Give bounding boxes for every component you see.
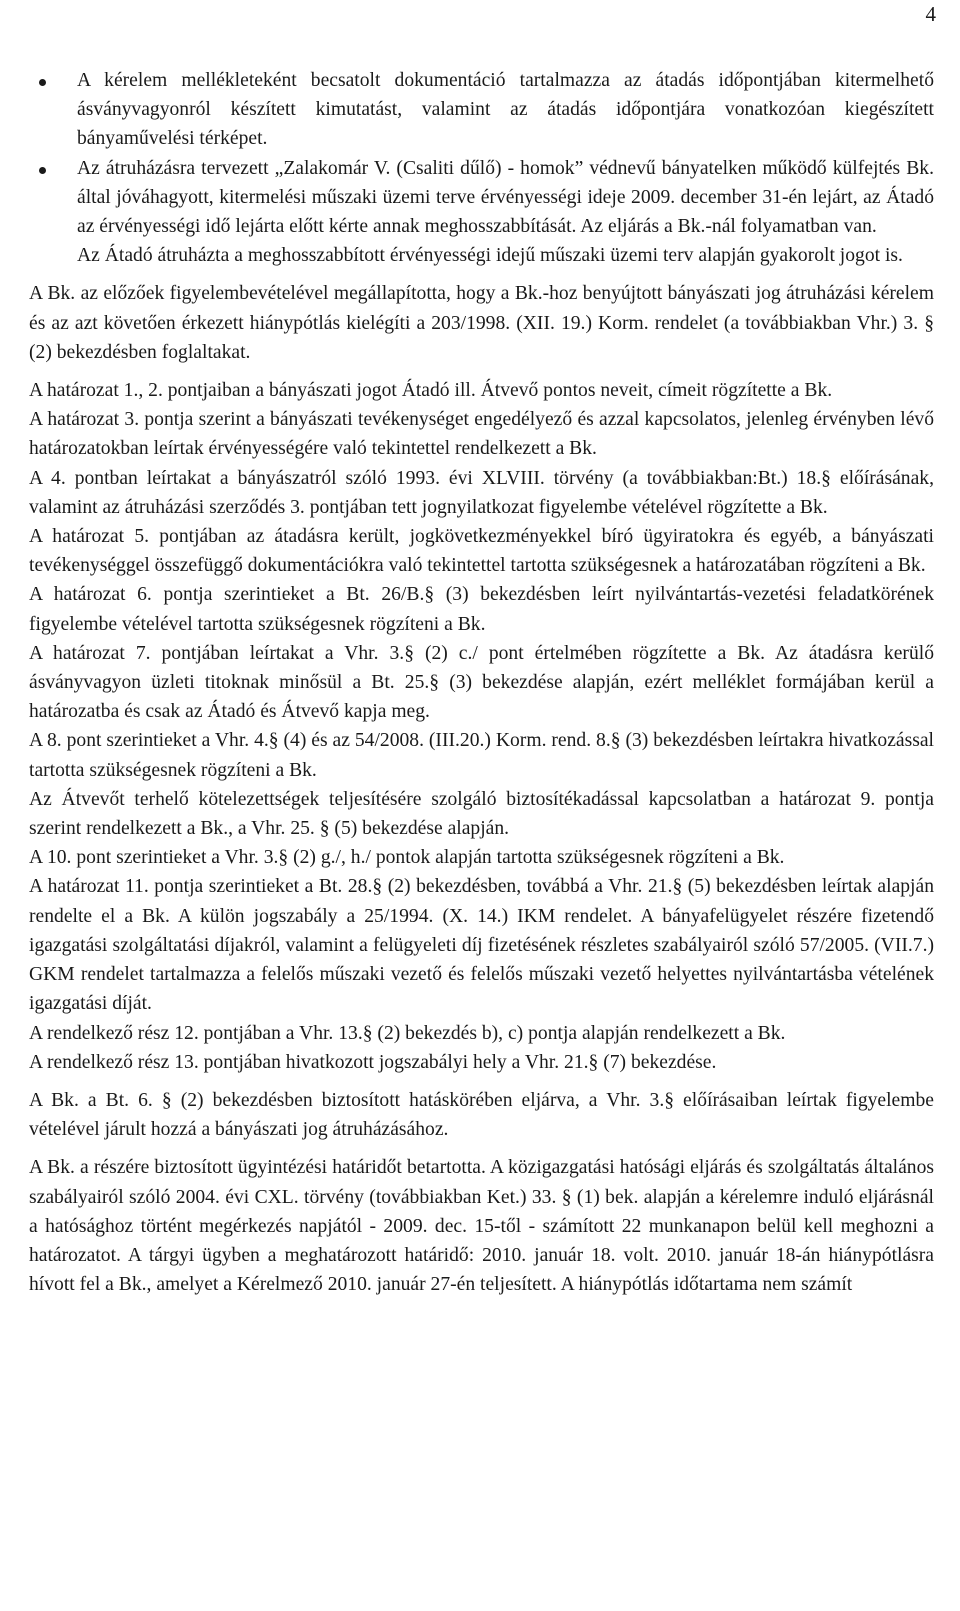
bullet-icon (39, 79, 46, 86)
paragraph-point-13: A rendelkező rész 13. pontjában hivatkozott jogszabályi hely a Vhr. 21.§ (7) bekezdése. (29, 1051, 717, 1073)
bullet-item (29, 154, 934, 242)
paragraph-point-10: A 10. pont szerintieket a Vhr. 3.§ (2) g./, h./ pontok alapján tartotta szükségesnek rögzíteni a Bk. (29, 847, 785, 869)
paragraph-point-12: A rendelkező rész 12. pontjában a Vhr. 13.§ (2) bekezdés b), c) pontja alapján rendelkezett a Bk. (29, 1022, 786, 1044)
paragraph-point-7: A határozat 7. pontjában leírtakat a Vhr. 3.§ (2) c./ pont értelmében rögzítette a Bk. Az átadásra kerülő ásványvagyon üzleti titoknak minősül a Bt. 25.§ (3) bekezdése alapján, ezért melléklet formájában kerül a határozatba és csak az Átadó és Átvevő kapja meg. (29, 642, 934, 723)
bullet-continuation: Az Átadó átruházta a meghosszabbított érvényességi idejű műszaki üzemi terv alapján gyakorolt jogot is. (77, 245, 903, 267)
paragraph-point-5: A határozat 5. pontjában az átadásra került, jogkövetkezményekkel bíró ügyiratokra és egyéb, a bányászati tevékenységgel összefüggő dokumentációkra való tekintettel tartotta szükségesnek a határozatában rögzíteni a Bk. (29, 526, 934, 577)
paragraph-point-4: A 4. pontban leírtakat a bányászatról szóló 1993. évi XLVIII. törvény (a továbbiakban:Bt.) 18.§ előírásának, valamint az átruházási szerződés 3. pontjában tett jognyilatkozat figyelembe vételével rögzítette a Bk. (29, 467, 934, 518)
bullet-text: Az átruházásra tervezett „Zalakomár V. (Csaliti dűlő) - homok” védnevű bányatelken működő külfejtés Bk. által jóváhagyott, kitermelési műszaki üzemi terve érvényességi ideje 2009. december 31-én lejárt, az Átadó az érvényességi idő lejárta előtt kérte annak meghosszabbítását. Az eljárás a Bk.-nál folyamatban van. (77, 157, 934, 238)
paragraph-point-1-2: A határozat 1., 2. pontjaiban a bányászati jogot Átadó ill. Átvevő pontos neveit, címeit rögzítette a Bk. (29, 380, 833, 402)
document-body (29, 66, 934, 1299)
paragraph-authority: A Bk. a Bt. 6. § (2) bekezdésben biztosított hatáskörében eljárva, a Vhr. 3.§ előírásaiban leírtak figyelembe vételével járult hozzá a bányászati jog átruházásához. (29, 1089, 934, 1141)
bullet-icon (39, 167, 46, 174)
paragraph-point-3: A határozat 3. pontja szerint a bányászati tevékenységet engedélyező és azzal kapcsolatos, jelenleg érvényben lévő határozatokban leírtak érvényességére való tekintettel rendelkezett a Bk. (29, 409, 934, 460)
paragraph-deadline: A Bk. a részére biztosított ügyintézési határidőt betartotta. A közigazgatási hatósági eljárás és szolgáltatás általános szabályairól szóló 2004. évi CXL. törvény (továbbiakban Ket.) 33. § (1) bek. alapján a kérelemre induló eljárásnál a hatósághoz történt megérkezés napjától - 2009. dec. 15-től - számított 22 munkanapon belül kell meghozni a határozatot. A tárgyi ügyben a meghatározott határidő: 2010. január 18. volt. 2010. január 18-án hiánypótlásra hívott fel a Bk., amelyet a Kérelmező 2010. január 27-én teljesített. A hiánypótlás időtartama nem számít (29, 1157, 934, 1296)
paragraph-point-9: Az Átvevőt terhelő kötelezettségek teljesítésére szolgáló biztosítékadással kapcsolatban a határozat 9. pontja szerint rendelkezett a Bk., a Vhr. 25. § (5) bekezdése alapján. (29, 788, 934, 840)
paragraph-point-11: A határozat 11. pontja szerintieket a Bt. 28.§ (2) bekezdésben, továbbá a Vhr. 21.§ (5) bekezdésben leírtak alapján rendelte el a Bk. A külön jogszabály a 25/1994. (X. 14.) IKM rendelet. A bányafelügyelet részére fizetendő igazgatási szolgáltatási díjakról, valamint a felügyeleti díj fizetésének részletes szabályairól szóló 57/2005. (VII.7.) GKM rendelet tartalmazza a felelős műszaki vezető és felelős műszaki vezető helyettes nyilvántartásba vételének igazgatási díját. (29, 876, 934, 1015)
paragraph-findings: A Bk. az előzőek figyelembevételével megállapította, hogy a Bk.-hoz benyújtott bányászati jog átruházási kérelem és az azt követően érkezett hiánypótlás kielégíti a 203/1998. (XII. 19.) Korm. rendelet (a továbbiakban Vhr.) 3. § (2) bekezdésben foglaltakat. (29, 283, 934, 363)
paragraph-point-8: A 8. pont szerintieket a Vhr. 4.§ (4) és az 54/2008. (III.20.) Korm. rend. 8.§ (3) bekezdésben leírtakra hivatkozással tartotta szükségesnek rögzíteni a Bk. (29, 730, 934, 781)
bullet-text: A kérelem mellékleteként becsatolt dokumentáció tartalmazza az átadás időpontjában kitermelhető ásványvagyonról készített kimutatást, valamint az átadás időpontjára vonatkozóan kiegészített bányaművelési térképet. (77, 70, 934, 150)
page-number: 4 (925, 2, 936, 26)
paragraph-point-6: A határozat 6. pontja szerintieket a Bt. 26/B.§ (3) bekezdésben leírt nyilvántartás-vezetési feladatkörének figyelembe vételével tartotta szükségesnek rögzíteni a Bk. (29, 584, 934, 635)
bullet-item (29, 66, 934, 154)
